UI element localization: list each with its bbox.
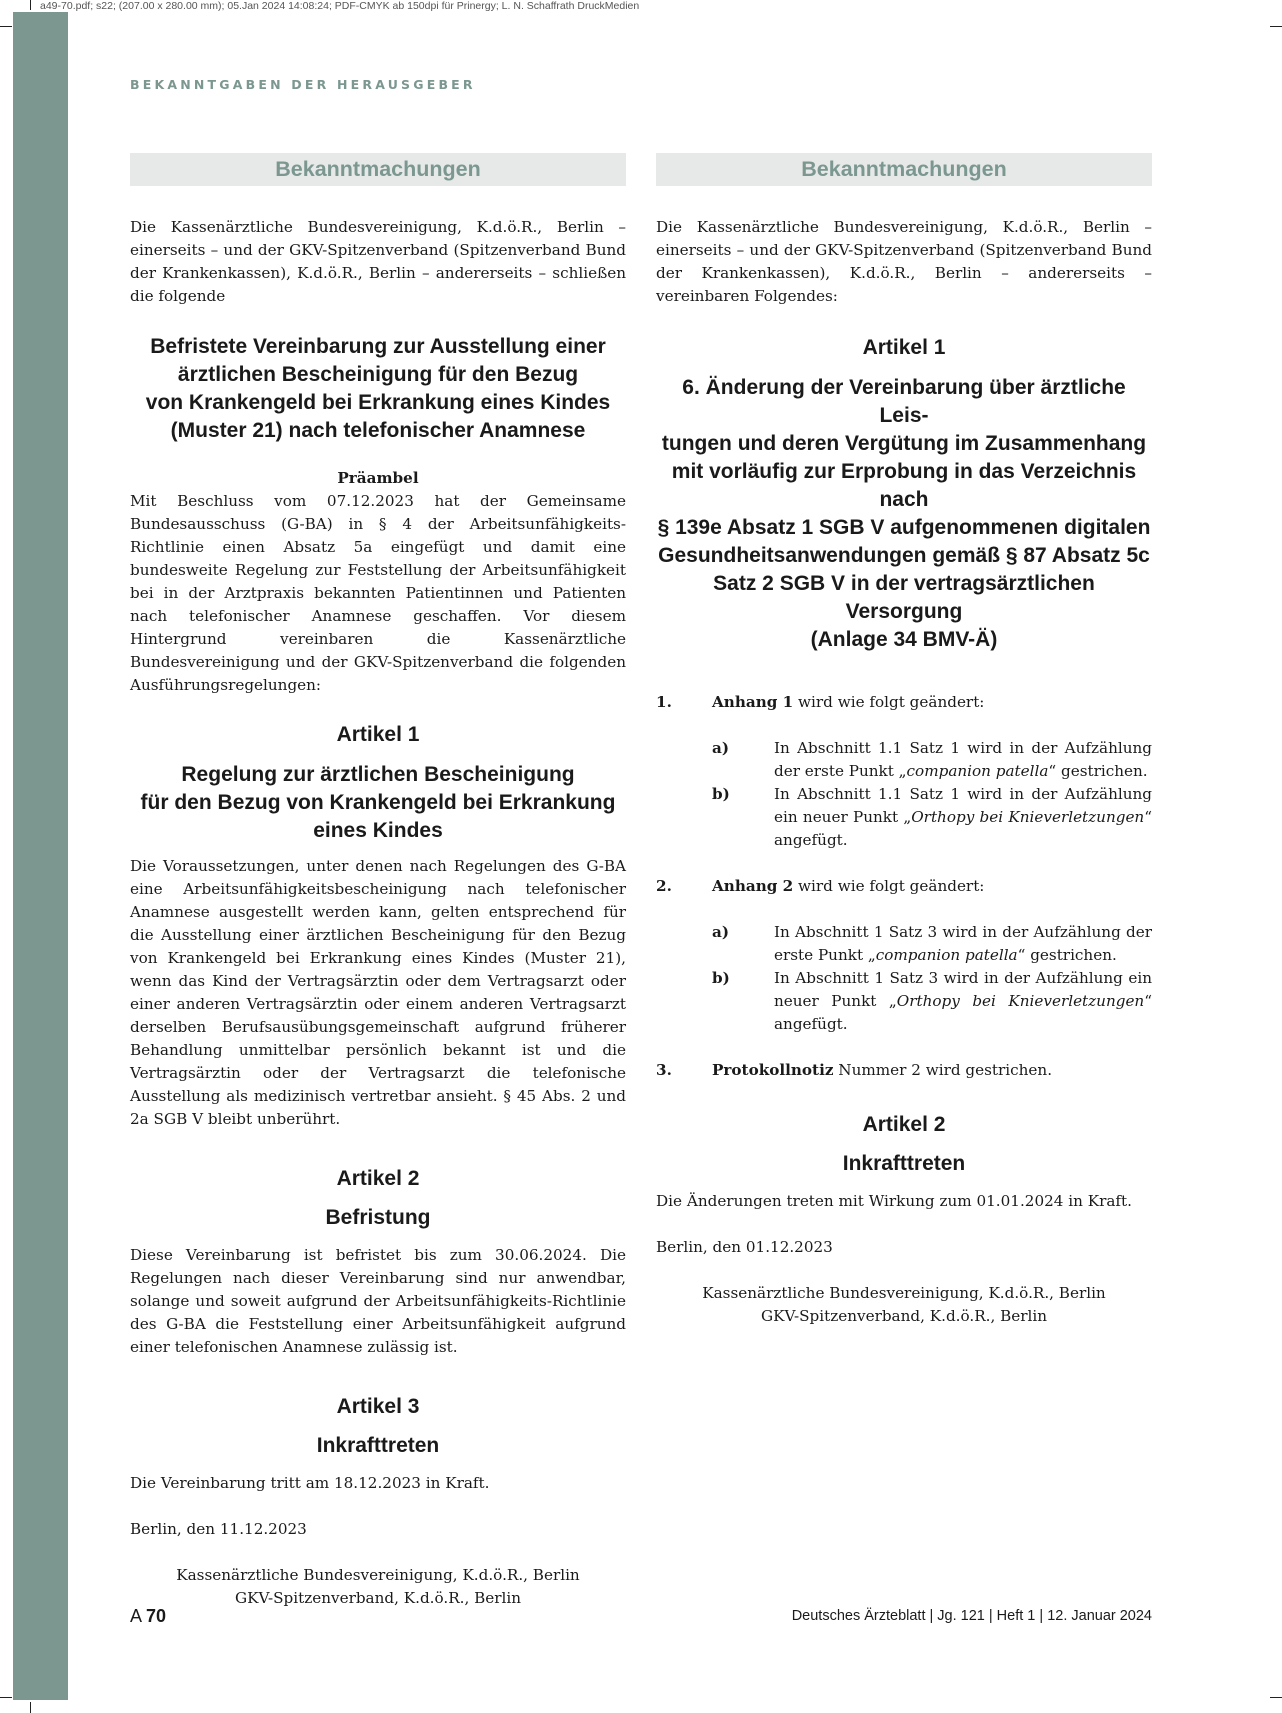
amendment-number: 1. — [656, 693, 672, 711]
page-number-value: 70 — [146, 1606, 167, 1626]
right-art1-title-line: Gesundheitsanwendungen gemäß § 87 Absatz 5c — [658, 544, 1150, 567]
right-intro: Die Kassenärztliche Bundesvereinigung, K.d.ö.R., Berlin – einerseits – und der GKV-Spitzenverband (Spitzenverband Bund der Krankenkassen), K.d.ö.R., Berlin – andererseits – vereinbaren Folgendes: — [656, 218, 1152, 305]
signatory: GKV-Spitzenverband, K.d.ö.R., Berlin — [760, 1307, 1048, 1325]
subitem-text: “ gestrichen. — [1017, 946, 1117, 964]
right-art2-text: Die Änderungen treten mit Wirkung zum 01.01.2024 in Kraft. — [656, 1192, 1132, 1210]
amendment-item — [656, 875, 1152, 898]
amendment-subitem — [712, 921, 1152, 967]
subitem-text: In Abschnitt 1.1 Satz 1 wird in der Aufzählung der erste Punkt „ — [774, 739, 1152, 780]
subitem-emphasis: Orthopy bei Knieverletzungen — [896, 992, 1145, 1010]
right-art1-title-line: tungen und deren Vergütung im Zusammenhang — [661, 432, 1147, 455]
left-intro: Die Kassenärztliche Bundesvereinigung, K.d.ö.R., Berlin – einerseits – und der GKV-Spitzenverband (Spitzenverband Bund der Krankenkassen), K.d.ö.R., Berlin – andererseits – schließen die folgende — [130, 218, 626, 305]
right-signatories — [656, 1282, 1152, 1328]
signatory: Kassenärztliche Bundesvereinigung, K.d.ö.R., Berlin — [702, 1284, 1106, 1302]
subitem-text: “ gestrichen. — [1048, 762, 1148, 780]
journal-info: Deutsches Ärzteblatt | Jg. 121 | Heft 1 | 12. Januar 2024 — [791, 1608, 1152, 1624]
left-art3-text: Die Vereinbarung tritt am 18.12.2023 in Kraft. — [130, 1474, 490, 1492]
right-art2-label: Artikel 2 — [862, 1113, 946, 1136]
left-signatories — [130, 1564, 626, 1610]
left-art1-title — [130, 761, 626, 845]
subitem-emphasis: Orthopy bei Knieverletzungen — [911, 808, 1145, 826]
right-art1-title — [656, 374, 1152, 654]
amendment-target: Anhang 1 — [712, 693, 794, 711]
left-column — [130, 153, 626, 1610]
left-art1-label: Artikel 1 — [336, 723, 420, 746]
subitem-key: a) — [712, 739, 730, 757]
preamble-heading: Präambel — [337, 469, 419, 487]
crop-mark — [0, 26, 12, 27]
page-prefix: A — [130, 1606, 142, 1626]
left-art3-label: Artikel 3 — [336, 1395, 420, 1418]
left-art1-title-line: Regelung zur ärztlichen Bescheinigung — [181, 763, 575, 786]
crop-mark — [30, 1702, 31, 1713]
right-column — [656, 153, 1152, 1328]
subitem-key: b) — [712, 969, 730, 987]
amendment-text: wird wie folgt geändert: — [793, 877, 985, 895]
amendment-item — [656, 691, 1152, 714]
right-place-date: Berlin, den 01.12.2023 — [656, 1238, 833, 1256]
right-heading: Bekanntmachungen — [656, 153, 1152, 186]
amendment-subitem — [712, 783, 1152, 852]
print-slug: a49-70.pdf; s22; (207.00 x 280.00 mm); 05.Jan 2024 14:08:24; PDF-CMYK ab 150dpi für Prinergy; L. N. Schaffrath DruckMedien — [40, 0, 640, 12]
right-art1-title-line: § 139e Absatz 1 SGB V aufgenommenen digitalen — [657, 516, 1151, 539]
left-title-line: von Krankengeld bei Erkrankung eines Kindes — [145, 391, 611, 414]
preamble-text: Mit Beschluss vom 07.12.2023 hat der Gemeinsame Bundesausschuss (G-BA) in § 4 der Arbeitsunfähigkeits-Richtlinie einen Absatz 5a eingefügt und damit eine bundesweite Regelung zur Feststellung der Arbeitsunfähigkeit bei in der Arztpraxis bekannten Patientinnen und Patienten nach telefonischer Anamnese geschaffen. Vor diesem Hintergrund vereinbaren die Kassenärztliche Bundesvereinigung und der GKV-Spitzenverband die folgenden Ausführungsregelungen: — [130, 492, 626, 694]
amendment-target: Anhang 2 — [712, 877, 794, 895]
left-art2-label: Artikel 2 — [336, 1167, 420, 1190]
section-label: BEKANNTGABEN DER HERAUSGEBER — [130, 77, 476, 92]
amendment-target: Protokollnotiz — [712, 1061, 834, 1079]
amendment-number: 3. — [656, 1061, 672, 1079]
left-art2-title: Befristung — [325, 1206, 431, 1229]
right-art1-title-line: mit vorläufig zur Erprobung in das Verzeichnis nach — [671, 460, 1137, 511]
signatory: Kassenärztliche Bundesvereinigung, K.d.ö.R., Berlin — [176, 1566, 580, 1584]
right-art1-title-line: Satz 2 SGB V in der vertragsärztlichen Versorgung — [713, 572, 1095, 623]
subitem-key: b) — [712, 785, 730, 803]
crop-mark — [1270, 26, 1282, 27]
left-art1-text: Die Voraussetzungen, unter denen nach Regelungen des G-BA eine Arbeitsunfähigkeitsbescheinigung nach telefonischer Anamnese ausgestellt werden kann, gelten entsprechend für die Ausstellung einer ärztlichen Bescheinigung für den Bezug von Krankengeld bei Erkrankung eines Kindes (Muster 21), wenn das Kind der Vertragsärztin oder dem Vertragsarzt oder einer anderen Vertragsärztin oder einem anderen Vertragsarzt derselben Berufsausübungsgemeinschaft aufgrund früherer Behandlung unmittelbar persönlich bekannt ist und die Vertragsärztin oder der Vertragsarzt die telefonische Ausstellung als medizinisch vertretbar ansieht. § 45 Abs. 2 und 2a SGB V bleibt unberührt. — [130, 857, 626, 1128]
left-art1-title-line: eines Kindes — [313, 819, 443, 842]
left-title-line: (Muster 21) nach telefonischer Anamnese — [170, 419, 586, 442]
amendment-number: 2. — [656, 877, 672, 895]
left-art3-title: Inkrafttreten — [316, 1434, 440, 1457]
subitem-text: “ angefügt. — [774, 992, 1152, 1033]
signatory: GKV-Spitzenverband, K.d.ö.R., Berlin — [234, 1589, 522, 1607]
right-art2-title: Inkrafttreten — [842, 1152, 966, 1175]
crop-mark — [30, 0, 31, 10]
side-color-bar — [13, 12, 68, 1700]
left-title-line: Befristete Vereinbarung zur Ausstellung einer — [150, 335, 606, 358]
amendment-subitem — [712, 967, 1152, 1036]
amendment-item — [656, 1059, 1152, 1082]
subitem-text: In Abschnitt 1 Satz 3 wird in der Aufzählung ein neuer Punkt „ — [774, 969, 1152, 1010]
amendment-text: wird wie folgt geändert: — [793, 693, 985, 711]
amendment-subitem — [712, 737, 1152, 783]
left-art2-text: Diese Vereinbarung ist befristet bis zum 30.06.2024. Die Regelungen nach dieser Vereinbarung sind nur anwendbar, solange und soweit aufgrund der Arbeitsunfähigkeits-Richtlinie des G-BA die Feststellung einer Arbeitsunfähigkeit aufgrund einer telefonischen Anamnese zulässig ist. — [130, 1246, 626, 1356]
left-art1-title-line: für den Bezug von Krankengeld bei Erkrankung — [140, 791, 616, 814]
crop-mark — [1270, 1697, 1282, 1698]
left-title-line: ärztlichen Bescheinigung für den Bezug — [177, 363, 579, 386]
right-art1-title-line: 6. Änderung der Vereinbarung über ärztliche Leis- — [682, 376, 1126, 427]
page-number — [130, 1606, 166, 1627]
subitem-emphasis: companion patella — [875, 946, 1018, 964]
amendment-text: Nummer 2 wird gestrichen. — [833, 1061, 1053, 1079]
left-title — [130, 333, 626, 445]
crop-mark — [0, 1697, 12, 1698]
subitem-text: In Abschnitt 1 Satz 3 wird in der Aufzählung der erste Punkt „ — [774, 923, 1152, 964]
subitem-key: a) — [712, 923, 730, 941]
right-art1-title-line: (Anlage 34 BMV-Ä) — [810, 628, 998, 651]
right-art1-label: Artikel 1 — [862, 336, 946, 359]
subitem-text: In Abschnitt 1.1 Satz 1 wird in der Aufzählung ein neuer Punkt „ — [774, 785, 1152, 826]
subitem-text: “ angefügt. — [774, 808, 1152, 849]
subitem-emphasis: companion patella — [906, 762, 1049, 780]
left-heading: Bekanntmachungen — [130, 153, 626, 186]
left-place-date: Berlin, den 11.12.2023 — [130, 1520, 307, 1538]
